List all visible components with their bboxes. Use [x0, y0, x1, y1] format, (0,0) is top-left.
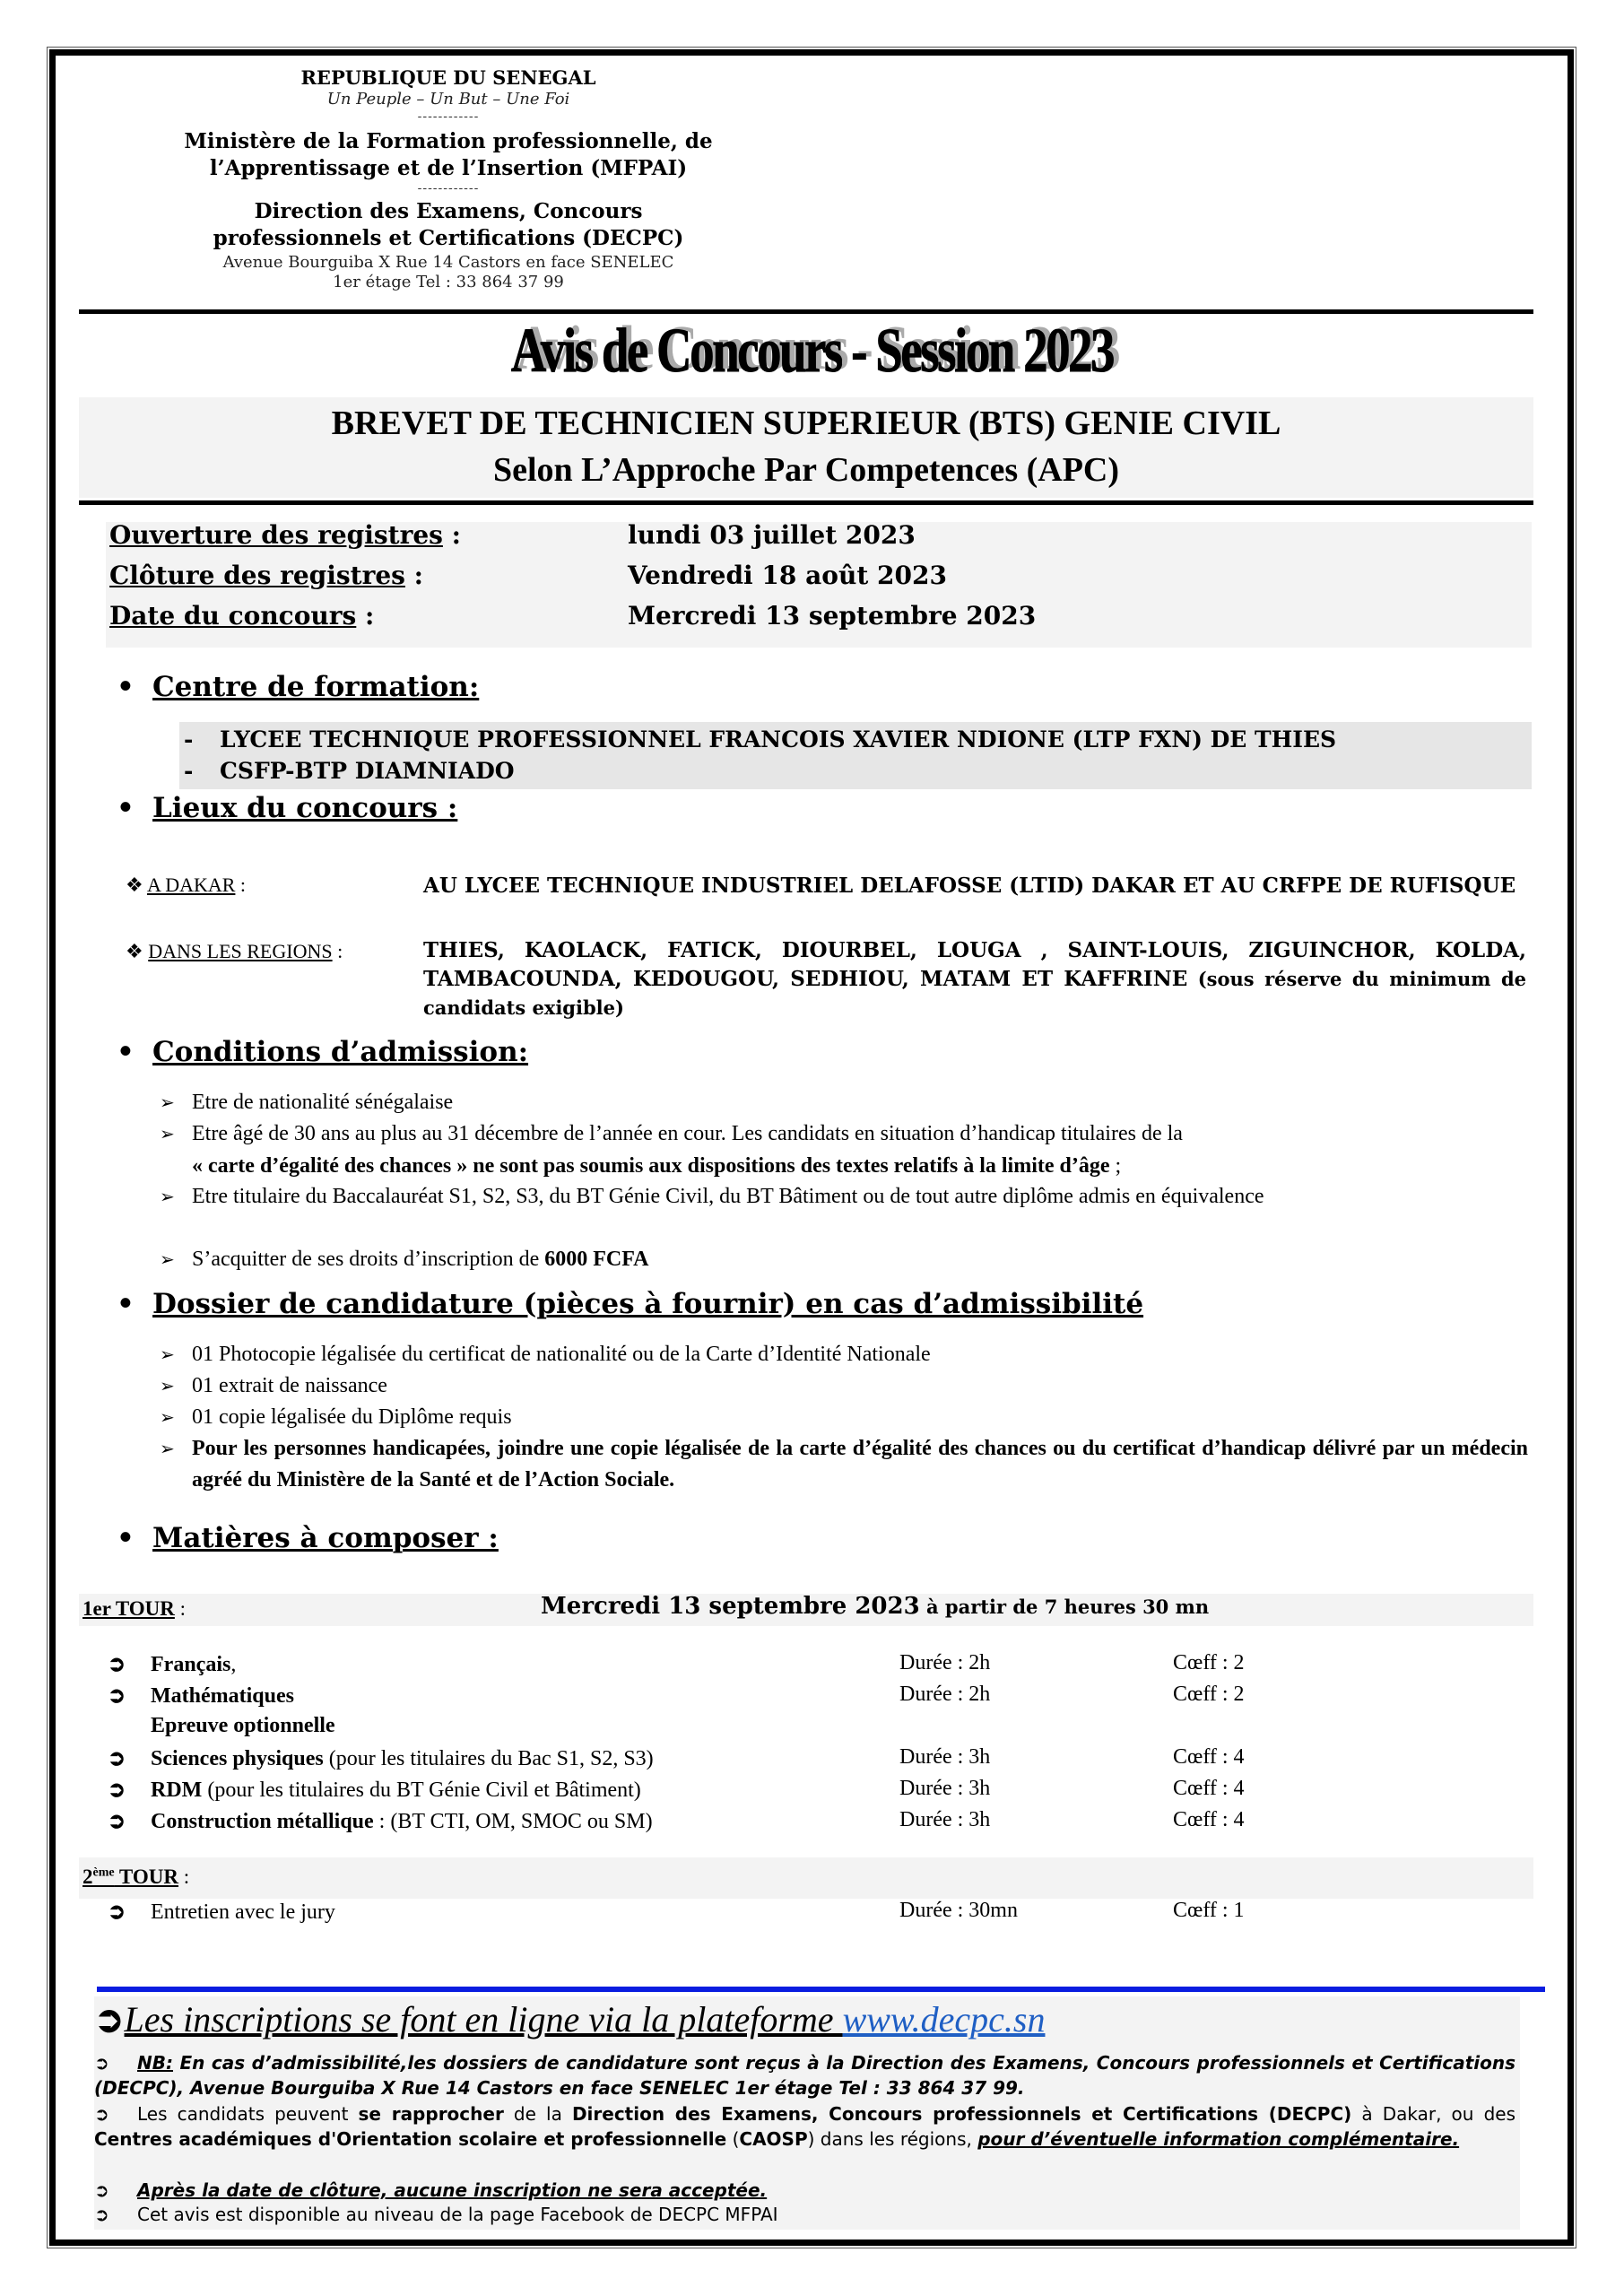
- header-separator: ------------: [417, 109, 480, 124]
- facebook-note: ➲ Cet avis est disponible au niveau de la page Facebook de DECPC MFPAI: [94, 2204, 778, 2225]
- dossier-item: ➢ Pour les personnes handicapées, joindre une copie légalisée de la carte d’égalité des chances ou du certificat d’handicap délivré par un médecin agréé du Ministère de la Santé et de l’Action Sociale.: [160, 1433, 1532, 1496]
- date-value-exam: Mercredi 13 septembre 2023: [628, 601, 1037, 631]
- circled-arrow-icon: ➲: [94, 1999, 125, 2039]
- subject-coef: Cœff : 2: [1173, 1683, 1245, 1706]
- circled-arrow-icon: ➲: [108, 1653, 126, 1676]
- circled-arrow-icon: ➲: [108, 1779, 126, 1802]
- circled-arrow-icon: ➲: [108, 1900, 126, 1924]
- republic-name: REPUBLIQUE DU SENEGAL: [300, 66, 596, 89]
- decpc-link[interactable]: www.decpc.sn: [842, 1999, 1046, 2039]
- date-value-closing: Vendredi 18 août 2023: [628, 561, 947, 590]
- section-matieres-heading: • Matières à composer :: [117, 1522, 499, 1554]
- date-label-exam: Date du concours :: [109, 601, 375, 631]
- tour1-date: Mercredi 13 septembre 2023 à partir de 7 heures 30 mn: [541, 1593, 1210, 1620]
- section-lieux-heading: • Lieux du concours :: [117, 792, 458, 824]
- section-dossier-heading: • Dossier de candidature (pièces à fournir) en cas d’admissibilité: [117, 1288, 1144, 1320]
- location-label-dakar: ❖ A DAKAR :: [126, 874, 247, 896]
- circled-arrow-icon: ➲: [94, 2204, 109, 2225]
- ministry-line-1: Ministère de la Formation professionnelle, de: [184, 129, 713, 153]
- condition-item: ➢ S’acquitter de ses droits d’inscription de 6000 FCFA: [160, 1244, 1532, 1276]
- centre-item: - CSFP-BTP DIAMNIADO: [184, 758, 515, 784]
- subject-row: ➲ Français,: [108, 1653, 237, 1676]
- direction-line-1: Direction des Examens, Concours: [254, 199, 643, 223]
- circled-arrow-icon: ➲: [108, 1684, 126, 1708]
- subject-coef: Cœff : 1: [1173, 1899, 1245, 1922]
- address-line-2: 1er étage Tel : 33 864 37 99: [333, 273, 564, 291]
- subject-coef: Cœff : 4: [1173, 1777, 1245, 1800]
- subject-coef: Cœff : 4: [1173, 1745, 1245, 1769]
- diamond-bullet-icon: ❖: [126, 874, 148, 896]
- arrow-bullet-icon: ➢: [160, 1408, 175, 1428]
- bullet-icon: •: [117, 1522, 135, 1554]
- program-rule: [79, 500, 1533, 505]
- location-label-regions: ❖ DANS LES REGIONS :: [126, 940, 343, 962]
- circled-arrow-icon: ➲: [94, 2052, 109, 2074]
- address-line-1: Avenue Bourguiba X Rue 14 Castors en face SENELEC: [222, 253, 674, 272]
- condition-item: ➢ Etre titulaire du Baccalauréat S1, S2, S3, du BT Génie Civil, du BT Bâtiment ou de tout autre diplôme admis en équivalence: [160, 1181, 1532, 1213]
- subject-row: ➲ RDM (pour les titulaires du BT Génie Civil et Bâtiment): [108, 1779, 641, 1802]
- circled-arrow-icon: ➲: [108, 1747, 126, 1770]
- arrow-bullet-icon: ➢: [160, 1377, 175, 1396]
- arrow-bullet-icon: ➢: [160, 1250, 175, 1270]
- arrow-bullet-icon: ➢: [160, 1125, 175, 1144]
- tour2-label: 2ème TOUR :: [83, 1866, 190, 1888]
- subject-row: ➲ Mathématiques: [108, 1684, 294, 1708]
- program-subtitle: Selon L’Approche Par Competences (APC): [492, 451, 1120, 489]
- subject-duration: Durée : 3h: [899, 1745, 991, 1769]
- online-registration-note: ➲Les inscriptions se font en ligne via la plateforme www.decpc.sn: [94, 1999, 1046, 2039]
- direction-line-2: professionnels et Certifications (DECPC): [213, 226, 684, 250]
- dossier-item: ➢ 01 extrait de naissance: [160, 1370, 1532, 1403]
- centre-item: - LYCEE TECHNIQUE PROFESSIONNEL FRANCOIS XAVIER NDIONE (LTP FXN) DE THIES: [184, 726, 1337, 752]
- circled-arrow-icon: ➲: [108, 1810, 126, 1833]
- bullet-icon: •: [117, 671, 135, 703]
- dossier-item: ➢ 01 copie légalisée du Diplôme requis: [160, 1402, 1532, 1434]
- nb-note: ➲ NB: En cas d’admissibilité,les dossiers de candidature sont reçus à la Direction des Examens, Concours professionnels et Certifications (DECPC), Avenue Bourguiba X Rue 14 Castors en face SENELEC 1er étage Tel : 33 864 37 99.: [94, 2052, 1515, 2099]
- dash-icon: -: [184, 758, 194, 784]
- national-motto: Un Peuple – Un But – Une Foi: [326, 90, 570, 109]
- closing-warning: ➲ Après la date de clôture, aucune inscription ne sera acceptée.: [94, 2179, 768, 2201]
- subject-duration: Durée : 2h: [899, 1683, 991, 1706]
- bullet-icon: •: [117, 792, 135, 824]
- subject-row: ➲ Entretien avec le jury: [108, 1900, 335, 1924]
- section-centre-heading: • Centre de formation:: [117, 671, 480, 703]
- header-rule: [79, 309, 1533, 314]
- optional-label: Epreuve optionnelle: [151, 1714, 335, 1737]
- subject-duration: Durée : 3h: [899, 1777, 991, 1800]
- notice-title: Avis de Concours - Session 2023: [510, 317, 1114, 386]
- date-label-closing: Clôture des registres :: [109, 561, 424, 590]
- subject-coef: Cœff : 2: [1173, 1651, 1245, 1674]
- diamond-bullet-icon: ❖: [126, 940, 149, 962]
- subject-duration: Durée : 2h: [899, 1651, 991, 1674]
- condition-item: ➢ Etre de nationalité sénégalaise: [160, 1087, 1532, 1119]
- bullet-icon: •: [117, 1288, 135, 1320]
- tour2-band: [79, 1857, 1533, 1899]
- condition-item: ➢ Etre âgé de 30 ans au plus au 31 décembre de l’année en cour. Les candidats en situation d’handicap titulaires de la « carte d’égalité des chances » ne sont pas soumis aux dispositions des textes relatifs à la limite d’âge ;: [160, 1118, 1532, 1182]
- location-value-regions: THIES, KAOLACK, FATICK, DIOURBEL, LOUGA , SAINT-LOUIS, ZIGUINCHOR, KOLDA, TAMBACOUNDA, KEDOUGOU, SEDHIOU, MATAM ET KAFFRINE (sous réserve du minimum de candidats exigible): [423, 938, 1526, 1019]
- subject-duration: Durée : 30mn: [899, 1899, 1018, 1922]
- program-title: BREVET DE TECHNICIEN SUPERIEUR (BTS) GENIE CIVIL: [331, 404, 1281, 442]
- circled-arrow-icon: ➲: [94, 2179, 109, 2201]
- arrow-bullet-icon: ➢: [160, 1345, 175, 1365]
- dossier-item: ➢ 01 Photocopie légalisée du certificat de nationalité ou de la Carte d’Identité Nationale: [160, 1339, 1532, 1371]
- tour1-label: 1er TOUR :: [83, 1597, 187, 1620]
- subject-row: ➲ Sciences physiques (pour les titulaires du Bac S1, S2, S3): [108, 1747, 654, 1770]
- subject-row: ➲ Construction métallique : (BT CTI, OM, SMOC ou SM): [108, 1810, 653, 1833]
- date-label-opening: Ouverture des registres :: [109, 520, 461, 550]
- arrow-bullet-icon: ➢: [160, 1439, 175, 1459]
- location-value-dakar: AU LYCEE TECHNIQUE INDUSTRIEL DELAFOSSE (LTID) DAKAR ET AU CRFPE DE RUFISQUE: [423, 874, 1516, 898]
- header-separator: ------------: [417, 181, 480, 196]
- date-value-opening: lundi 03 juillet 2023: [628, 520, 916, 550]
- bullet-icon: •: [117, 1036, 135, 1068]
- subject-duration: Durée : 3h: [899, 1808, 991, 1831]
- ministry-line-2: l’Apprentissage et de l’Insertion (MFPAI): [209, 156, 688, 180]
- dash-icon: -: [184, 726, 194, 752]
- section-conditions-heading: • Conditions d’admission:: [117, 1036, 529, 1068]
- subject-coef: Cœff : 4: [1173, 1808, 1245, 1831]
- circled-arrow-icon: ➲: [94, 2103, 109, 2125]
- arrow-bullet-icon: ➢: [160, 1093, 175, 1113]
- contact-note: ➲ Les candidats peuvent se rapprocher de la Direction des Examens, Concours professionnels et Certifications (DECPC) à Dakar, ou des Centres académiques d'Orientation scolaire et professionnelle (CAOSP) dans les régions, pour d’éventuelle information complémentaire.: [94, 2103, 1515, 2150]
- footer-blue-rule: [97, 1987, 1545, 1992]
- arrow-bullet-icon: ➢: [160, 1187, 175, 1207]
